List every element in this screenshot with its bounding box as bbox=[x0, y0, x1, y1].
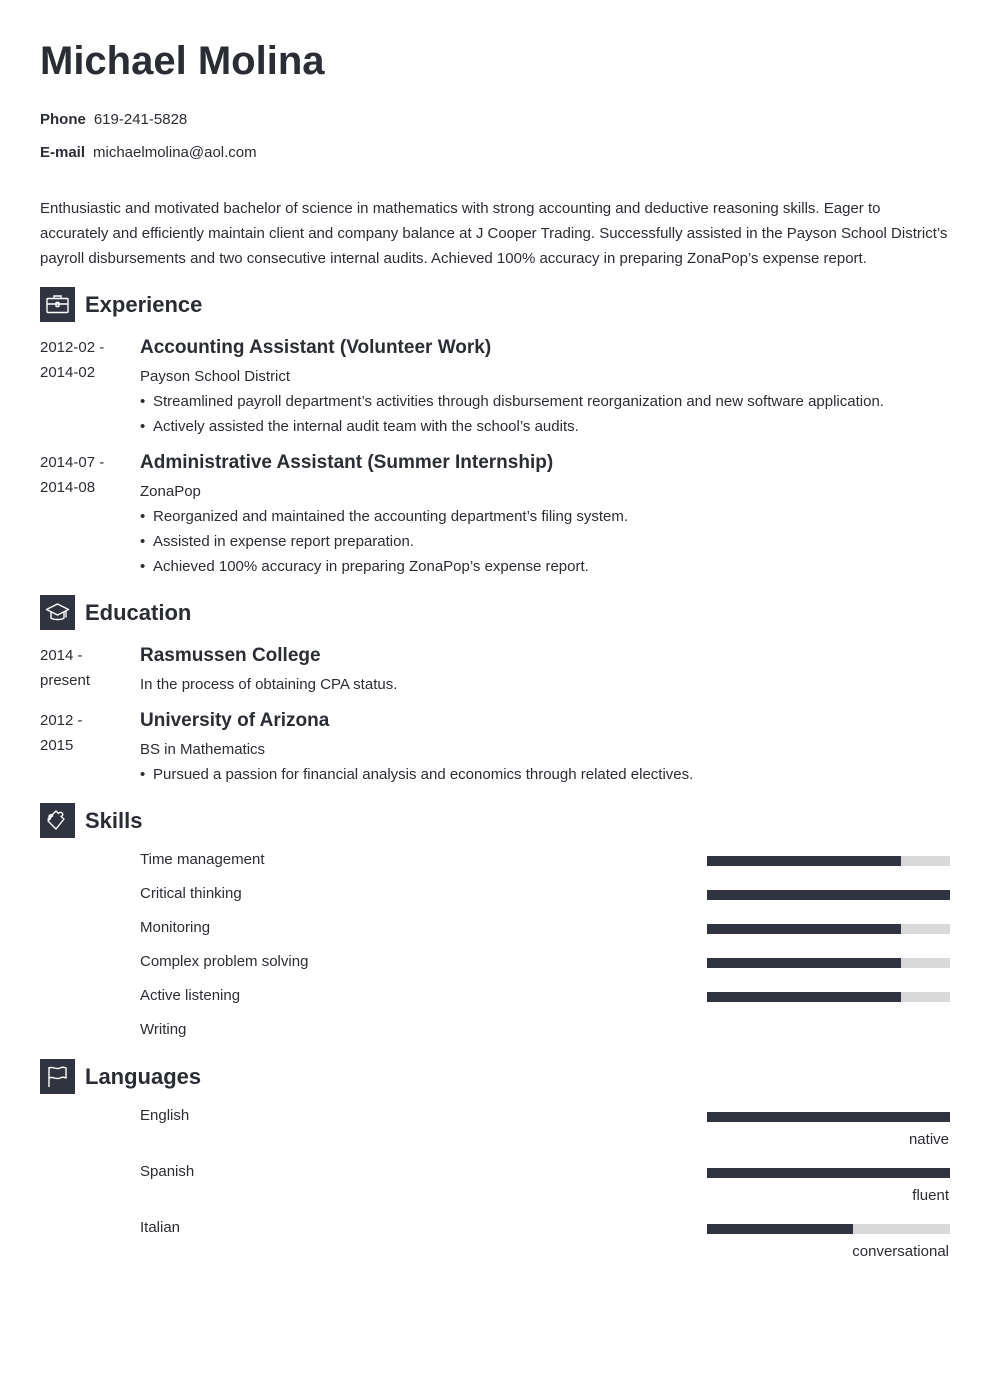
language-row bbox=[140, 1106, 950, 1162]
skill-row bbox=[140, 918, 950, 952]
bullet-item: • Achieved 100% accuracy in preparing ZonaPop’s expense report. bbox=[140, 554, 950, 579]
date-start: 2014-07 - bbox=[40, 454, 105, 471]
date-end: 2014-02 bbox=[40, 364, 96, 381]
entry-date bbox=[40, 450, 135, 500]
flag-icon bbox=[40, 1059, 75, 1094]
language-level-fill bbox=[707, 1224, 853, 1234]
language-level-bar bbox=[707, 1224, 950, 1234]
skill-level-fill bbox=[707, 924, 901, 934]
bullet-list bbox=[140, 762, 950, 787]
language-row bbox=[140, 1162, 950, 1218]
section-title-skills: Skills bbox=[85, 808, 143, 833]
date-end: present bbox=[40, 672, 91, 689]
language-level-bar bbox=[707, 1112, 950, 1122]
bullet-list bbox=[140, 504, 950, 579]
section-header-languages bbox=[40, 1059, 201, 1094]
section-header-education bbox=[40, 595, 191, 630]
skill-name: Monitoring bbox=[140, 919, 211, 936]
skill-name: Writing bbox=[140, 1021, 187, 1038]
phone-label: Phone bbox=[40, 111, 86, 128]
date-end: 2014-08 bbox=[40, 479, 96, 496]
skill-level-bar bbox=[707, 890, 950, 900]
language-level-label: native bbox=[908, 1131, 949, 1148]
puzzle-icon bbox=[40, 803, 75, 838]
degree-note: BS in Mathematics bbox=[140, 741, 266, 758]
date-start: 2012 - bbox=[40, 712, 83, 729]
section-title-experience: Experience bbox=[85, 292, 203, 317]
contact-phone bbox=[40, 110, 187, 130]
email-value: michaelmolina@aol.com bbox=[93, 144, 257, 161]
skill-level-fill bbox=[707, 856, 901, 866]
skill-name: Active listening bbox=[140, 987, 241, 1004]
bullet-item: • Pursued a passion for financial analysis and economics through related electives. bbox=[140, 762, 950, 787]
language-level-bar bbox=[707, 1168, 950, 1178]
skill-row bbox=[140, 884, 950, 918]
skill-row bbox=[140, 1020, 950, 1054]
school-name: Rasmussen College bbox=[140, 645, 321, 666]
contact-email bbox=[40, 143, 257, 163]
employer: ZonaPop bbox=[140, 483, 201, 500]
skill-level-bar bbox=[707, 992, 950, 1002]
skill-row bbox=[140, 986, 950, 1020]
skill-name: Time management bbox=[140, 851, 265, 868]
entry-date bbox=[40, 643, 135, 693]
section-header-experience bbox=[40, 287, 202, 322]
skill-level-bar bbox=[707, 958, 950, 968]
section-title-languages: Languages bbox=[85, 1064, 202, 1089]
skill-name: Critical thinking bbox=[140, 885, 242, 902]
language-row bbox=[140, 1218, 950, 1274]
school-name: University of Arizona bbox=[140, 710, 330, 731]
candidate-name: Michael Molina bbox=[40, 39, 325, 83]
bullet-item: • Actively assisted the internal audit team with the school’s audits. bbox=[140, 414, 950, 439]
skill-level-fill bbox=[707, 890, 950, 900]
briefcase-icon bbox=[40, 287, 75, 322]
date-end: 2015 bbox=[40, 737, 74, 754]
skill-name: Complex problem solving bbox=[140, 953, 309, 970]
email-label: E-mail bbox=[40, 144, 86, 161]
phone-value: 619-241-5828 bbox=[93, 111, 188, 128]
employer: Payson School District bbox=[140, 368, 291, 385]
skill-row bbox=[140, 952, 950, 986]
bullet-item: • Assisted in expense report preparation. bbox=[140, 529, 950, 554]
bullet-item: • Streamlined payroll department’s activities through disbursement reorganization and new software application. bbox=[140, 389, 950, 414]
summary-paragraph: Enthusiastic and motivated bachelor of science in mathematics with strong accounting and deductive reasoning skills. Eager to accurately and efficiently maintain client and company balance at J Cooper Trading. Successfully assisted in the Payson School District’s payroll disbursements and two consecutive internal audits. Achieved 100% accuracy in preparing ZonaPop’s expense report. bbox=[40, 200, 948, 267]
language-name: English bbox=[140, 1107, 190, 1124]
date-start: 2014 - bbox=[40, 647, 83, 664]
entry-date bbox=[40, 708, 135, 758]
degree-note: In the process of obtaining CPA status. bbox=[140, 676, 398, 693]
language-level-label: conversational bbox=[852, 1243, 949, 1260]
bullet-item: • Reorganized and maintained the accounting department’s filing system. bbox=[140, 504, 950, 529]
graduation-cap-icon bbox=[40, 595, 75, 630]
skill-row bbox=[140, 850, 950, 884]
entry-date bbox=[40, 335, 135, 385]
language-level-fill bbox=[707, 1168, 950, 1178]
job-title: Administrative Assistant (Summer Internship) bbox=[140, 452, 554, 473]
language-name: Italian bbox=[140, 1219, 181, 1236]
language-level-fill bbox=[707, 1112, 950, 1122]
skill-level-bar bbox=[707, 856, 950, 866]
language-level-label: fluent bbox=[912, 1187, 949, 1204]
section-title-education: Education bbox=[85, 600, 192, 625]
skill-level-fill bbox=[707, 992, 901, 1002]
job-title: Accounting Assistant (Volunteer Work) bbox=[140, 337, 492, 358]
skill-level-fill bbox=[707, 958, 901, 968]
skill-level-bar bbox=[707, 924, 950, 934]
date-start: 2012-02 - bbox=[40, 339, 105, 356]
section-header-skills bbox=[40, 803, 142, 838]
language-name: Spanish bbox=[140, 1163, 195, 1180]
bullet-list bbox=[140, 389, 950, 439]
